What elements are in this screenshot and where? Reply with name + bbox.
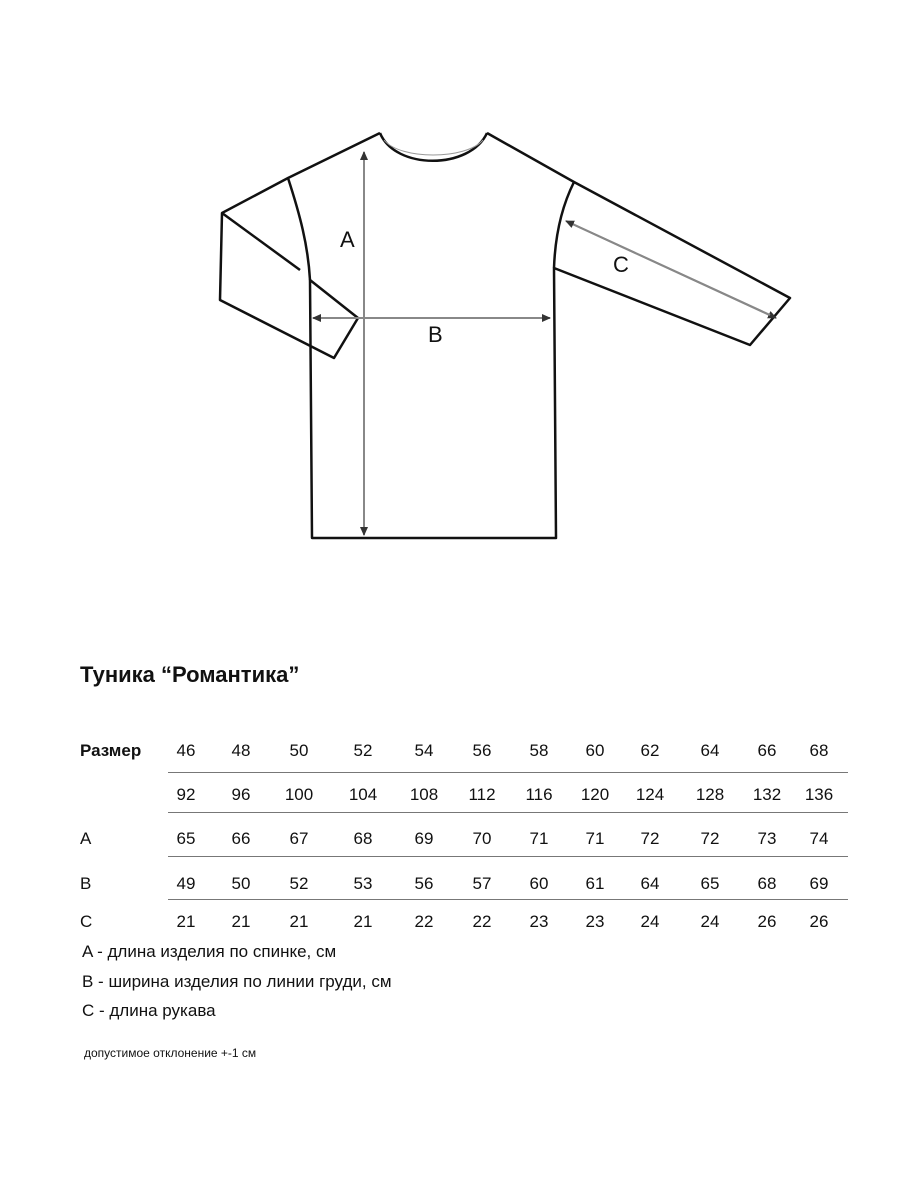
table-rule <box>168 856 848 857</box>
height-cell: 104 <box>348 785 378 804</box>
measure-cell-b: 68 <box>757 874 777 893</box>
measure-cell-a: 74 <box>809 829 829 848</box>
measure-cell-a: 69 <box>414 829 434 848</box>
measure-cell-a: 68 <box>353 829 373 848</box>
measure-cell-a: 70 <box>472 829 492 848</box>
height-cell: 108 <box>409 785 439 804</box>
left-sleeve-line <box>222 213 300 270</box>
size-cell: 64 <box>700 741 720 760</box>
table-rule <box>168 772 848 773</box>
height-cell: 132 <box>752 785 782 804</box>
size-cell: 58 <box>529 741 549 760</box>
measure-cell-b: 64 <box>640 874 660 893</box>
measure-cell-a: 71 <box>585 829 605 848</box>
measure-cell-b: 50 <box>231 874 251 893</box>
height-cell: 124 <box>635 785 665 804</box>
label-c: C <box>613 252 629 277</box>
size-header-label: Размер <box>80 741 142 760</box>
measure-cell-c: 24 <box>640 912 660 931</box>
height-cell: 120 <box>580 785 610 804</box>
label-b: B <box>428 322 443 347</box>
measure-cell-a: 72 <box>640 829 660 848</box>
measure-cell-a: 71 <box>529 829 549 848</box>
measure-cell-c: 22 <box>414 912 434 931</box>
table-rule <box>168 899 848 900</box>
row-label-c: C <box>80 912 93 931</box>
size-cell: 48 <box>231 741 251 760</box>
size-cell: 52 <box>353 741 373 760</box>
garment-body <box>220 133 790 538</box>
garment-outline <box>220 133 790 538</box>
measure-cell-b: 57 <box>472 874 492 893</box>
measure-cell-a: 66 <box>231 829 251 848</box>
measure-cell-c: 21 <box>353 912 373 931</box>
measure-cell-b: 65 <box>700 874 720 893</box>
measure-cell-c: 23 <box>585 912 605 931</box>
measure-cell-c: 21 <box>176 912 196 931</box>
size-cell: 68 <box>809 741 829 760</box>
height-cell: 96 <box>231 785 251 804</box>
legend-c: C - длина рукава <box>82 1001 216 1020</box>
table-rule <box>168 812 848 813</box>
product-title: Туника “Романтика” <box>80 662 300 687</box>
measure-cell-c: 21 <box>289 912 309 931</box>
legend-b: B - ширина изделия по линии груди, см <box>82 972 392 991</box>
height-cell: 116 <box>525 785 553 804</box>
tolerance-note: допустимое отклонение +-1 см <box>84 1046 257 1060</box>
measure-cell-b: 61 <box>585 874 605 893</box>
measure-cell-a: 73 <box>757 829 777 848</box>
size-cell: 60 <box>585 741 605 760</box>
arrow-c-start <box>566 221 770 315</box>
legend-a: A - длина изделия по спинке, см <box>82 942 337 961</box>
measure-cell-a: 65 <box>176 829 196 848</box>
size-cell: 66 <box>757 741 777 760</box>
row-label-a: A <box>80 829 92 848</box>
label-a: A <box>340 227 355 252</box>
height-cell: 100 <box>284 785 314 804</box>
row-label-b: B <box>80 874 92 893</box>
size-cell: 46 <box>176 741 196 760</box>
measure-cell-b: 69 <box>809 874 829 893</box>
measure-cell-b: 53 <box>353 874 373 893</box>
height-cell: 128 <box>695 785 725 804</box>
measure-cell-b: 56 <box>414 874 434 893</box>
size-cell: 54 <box>414 741 434 760</box>
measure-cell-c: 21 <box>231 912 251 931</box>
size-cell: 50 <box>289 741 309 760</box>
height-cell: 136 <box>804 785 834 804</box>
measure-cell-c: 22 <box>472 912 492 931</box>
measure-cell-b: 52 <box>289 874 309 893</box>
measure-cell-c: 26 <box>757 912 777 931</box>
right-sleeve-seam <box>554 182 574 268</box>
size-cell: 62 <box>640 741 660 760</box>
measure-cell-b: 49 <box>176 874 196 893</box>
size-cell: 56 <box>472 741 492 760</box>
height-cell: 92 <box>176 785 196 804</box>
height-cell: 112 <box>468 785 496 804</box>
measure-cell-c: 26 <box>809 912 829 931</box>
neckline <box>380 133 487 161</box>
measure-cell-b: 60 <box>529 874 549 893</box>
measure-cell-c: 24 <box>700 912 720 931</box>
measure-cell-c: 23 <box>529 912 549 931</box>
measure-cell-a: 72 <box>700 829 720 848</box>
measure-cell-a: 67 <box>289 829 309 848</box>
